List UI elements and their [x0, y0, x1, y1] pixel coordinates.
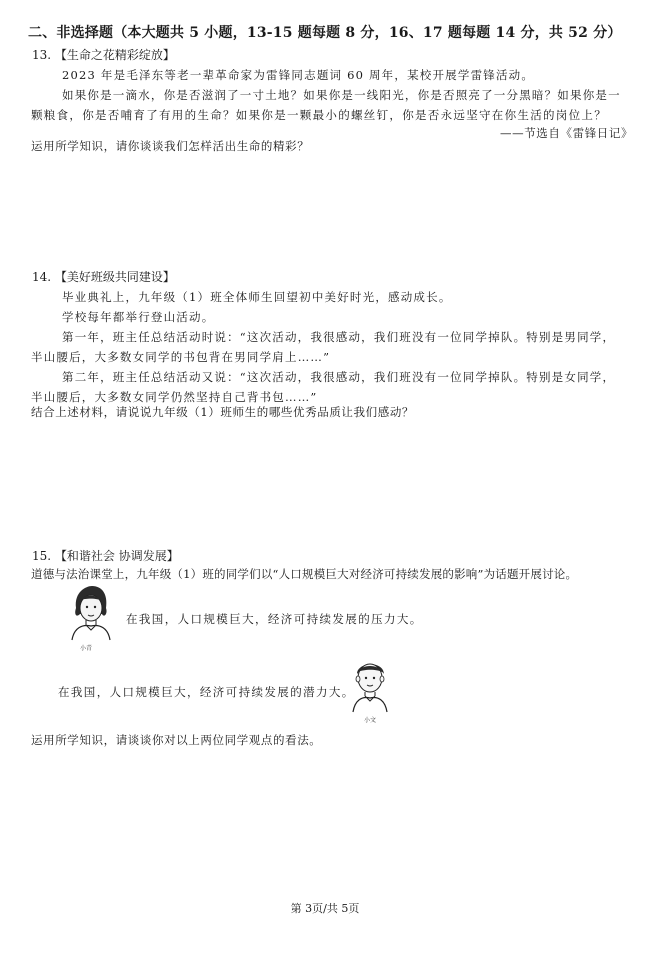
q13-heading: 13. 【生命之花精彩绽放】 — [32, 48, 175, 62]
q15-heading: 15. 【和谐社会 协调发展】 — [32, 549, 179, 563]
q14-paragraph-2: 学校每年都举行登山活动。 — [62, 310, 215, 324]
section-title: 二、非选择题（本大题共 5 小题，13-15 题每题 8 分，16、17 题每题 14 分，共 52 分） — [28, 25, 622, 41]
q13-paragraph-1: 2023 年是毛泽东等老一辈革命家为雷锋同志题词 60 周年，某校开展学雷锋活动。 — [62, 68, 535, 82]
girl-name-caption: 小青 — [80, 645, 93, 652]
q13-paragraph-2: 如果你是一滴水，你是否滋润了一寸土地？如果你是一线阳光，你是否照亮了一分黑暗？如果你是一 — [62, 88, 621, 102]
q13-paragraph-3: 颗粮食，你是否哺育了有用的生命？如果你是一颗最小的螺丝钉，你是否永远坚守在你生活的岗位上？ — [31, 108, 607, 122]
q15-intro: 道德与法治课堂上，九年级（1）班的同学们以“人口规模巨大对经济可持续发展的影响”为话题开展讨论。 — [31, 567, 578, 581]
q14-paragraph-6: 半山腰后，大多数女同学仍然坚持自己背书包……” — [31, 390, 318, 404]
q13-source: ——节选自《雷锋日记》 — [500, 126, 634, 140]
q13-question: 运用所学知识，请你谈谈我们怎样活出生命的精彩？ — [31, 139, 310, 153]
q14-paragraph-1: 毕业典礼上，九年级（1）班全体师生回望初中美好时光，感动成长。 — [62, 290, 452, 304]
q14-paragraph-5: 第二年，班主任总结活动又说：“这次活动，我很感动，我们班没有一位同学掉队。特别是女同学， — [62, 370, 616, 384]
girl-statement: 在我国，人口规模巨大，经济可持续发展的压力大。 — [126, 612, 423, 626]
student-girl-illustration — [64, 584, 116, 642]
q14-paragraph-4: 半山腰后，大多数女同学的书包背在男同学肩上……” — [31, 350, 331, 364]
boy-statement: 在我国，人口规模巨大，经济可持续发展的潜力大。 — [58, 685, 355, 699]
page-footer: 第 3页/共 5页 — [290, 902, 360, 915]
q15-question: 运用所学知识，请谈谈你对以上两位同学观点的看法。 — [31, 733, 322, 747]
q14-paragraph-3: 第一年，班主任总结活动时说：“这次活动，我很感动，我们班没有一位同学掉队。特别是男同学， — [62, 330, 616, 344]
boy-name-caption: 小文 — [364, 717, 377, 724]
q14-question: 结合上述材料，请说说九年级（1）班师生的哪些优秀品质让我们感动？ — [31, 405, 415, 419]
q14-heading: 14. 【美好班级共同建设】 — [32, 270, 175, 284]
